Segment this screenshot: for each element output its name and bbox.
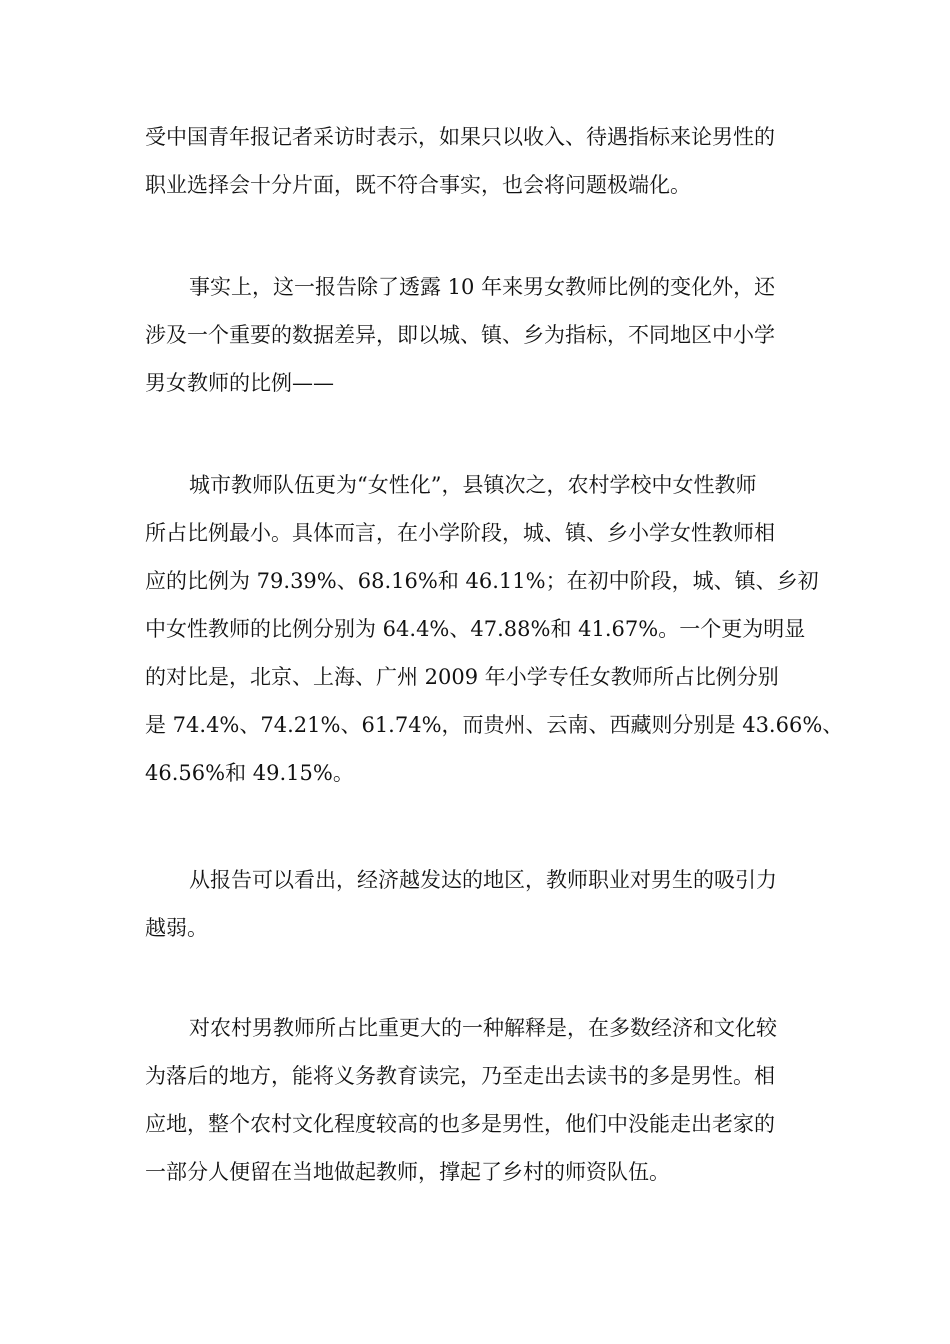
paragraph-4 bbox=[145, 856, 805, 952]
paragraph-line: 从报告可以看出，经济越发达的地区，教师职业对男生的吸引力 bbox=[189, 868, 777, 892]
paragraph-line: 应的比例为 79.39%、68.16%和 46.11%；在初中阶段，城、镇、乡初 bbox=[145, 569, 819, 593]
paragraph-1 bbox=[145, 113, 805, 209]
paragraph-line: 一部分人便留在当地做起教师，撑起了乡村的师资队伍。 bbox=[145, 1160, 670, 1184]
paragraph-3 bbox=[145, 461, 844, 797]
paragraph-line: 中女性教师的比例分别为 64.4%、47.88%和 41.67%。一个更为明显 bbox=[145, 617, 806, 641]
paragraph-line: 为落后的地方，能将义务教育读完，乃至走出去读书的多是男性。相 bbox=[145, 1064, 775, 1088]
paragraph-line: 城市教师队伍更为“女性化”，县镇次之，农村学校中女性教师 bbox=[189, 473, 757, 497]
paragraph-line: 所占比例最小。具体而言，在小学阶段，城、镇、乡小学女性教师相 bbox=[145, 521, 775, 545]
paragraph-5 bbox=[145, 1004, 805, 1196]
paragraph-line: 涉及一个重要的数据差异，即以城、镇、乡为指标，不同地区中小学 bbox=[145, 323, 775, 347]
paragraph-line: 受中国青年报记者采访时表示，如果只以收入、待遇指标来论男性的 bbox=[145, 125, 775, 149]
paragraph-line: 应地，整个农村文化程度较高的也多是男性，他们中没能走出老家的 bbox=[145, 1112, 775, 1136]
paragraph-line: 职业选择会十分片面，既不符合事实，也会将问题极端化。 bbox=[145, 173, 691, 197]
paragraph-line: 事实上，这一报告除了透露 10 年来男女教师比例的变化外，还 bbox=[189, 275, 776, 299]
paragraph-line: 的对比是，北京、上海、广州 2009 年小学专任女教师所占比例分别 bbox=[145, 665, 779, 689]
paragraph-line: 是 74.4%、74.21%、61.74%，而贵州、云南、西藏则分别是 43.66%、 bbox=[145, 713, 844, 737]
paragraph-line: 男女教师的比例—— bbox=[145, 371, 334, 395]
paragraph-line: 46.56%和 49.15%。 bbox=[145, 761, 354, 785]
paragraph-line: 越弱。 bbox=[145, 916, 208, 940]
paragraph-2 bbox=[145, 263, 805, 407]
paragraph-line: 对农村男教师所占比重更大的一种解释是，在多数经济和文化较 bbox=[189, 1016, 777, 1040]
